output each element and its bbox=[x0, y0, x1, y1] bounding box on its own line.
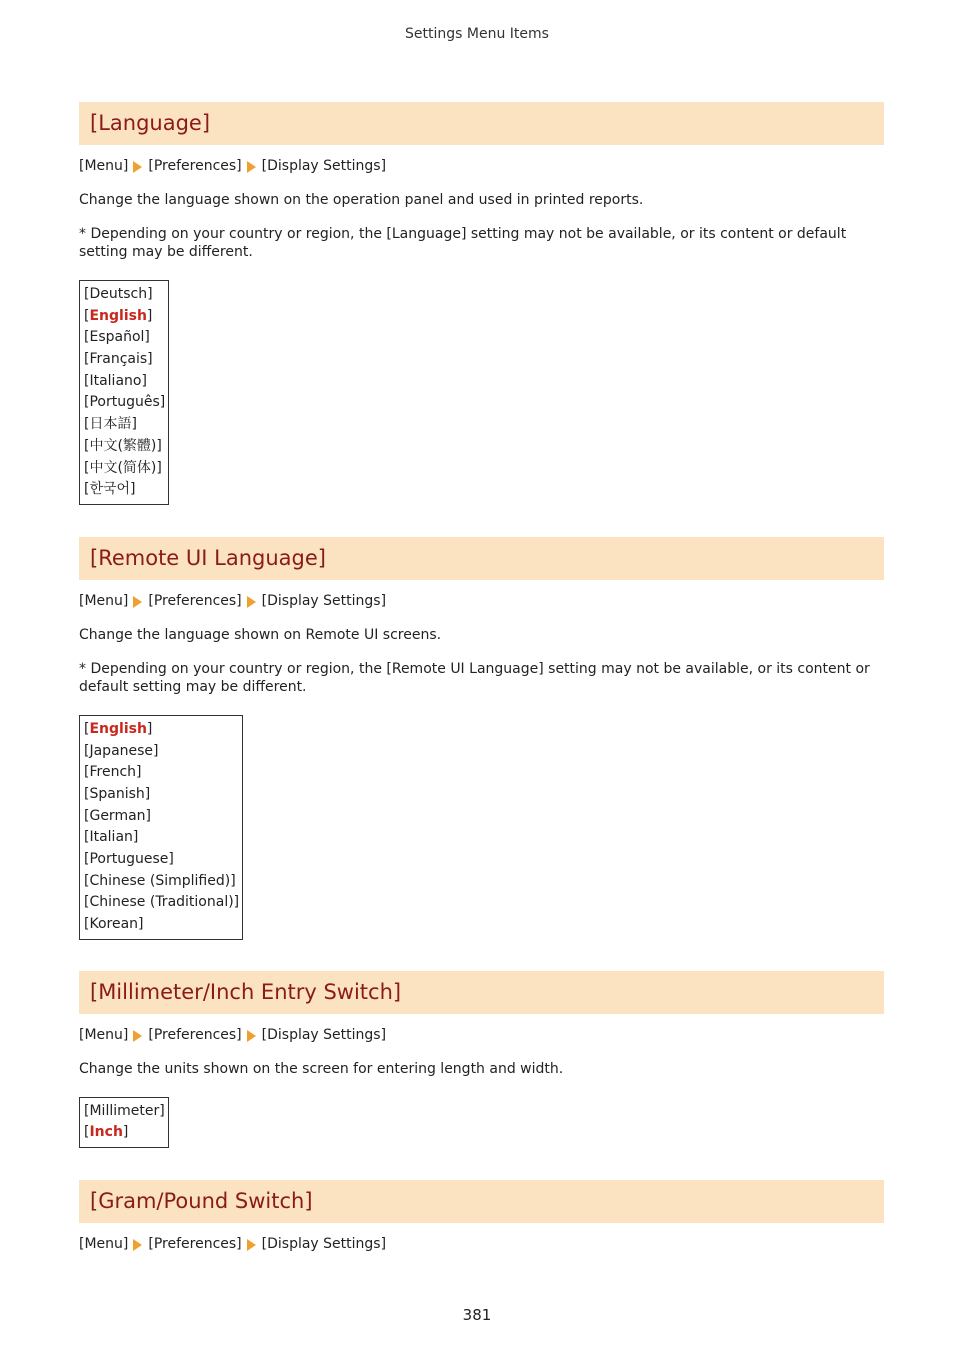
section-remote-ui-language bbox=[79, 537, 884, 940]
option-item: [German] bbox=[84, 807, 151, 824]
section-title: [Millimeter/Inch Entry Switch] bbox=[79, 971, 884, 1014]
breadcrumb-arrow-icon bbox=[133, 161, 142, 173]
breadcrumb-preferences: [Preferences] bbox=[148, 592, 242, 609]
breadcrumb-preferences: [Preferences] bbox=[148, 1026, 242, 1043]
default-value: Inch bbox=[89, 1124, 123, 1141]
section-language bbox=[79, 102, 884, 505]
option-item: [Chinese (Traditional)] bbox=[84, 894, 240, 911]
breadcrumb-arrow-icon bbox=[133, 1030, 142, 1042]
option-item: [Japanese] bbox=[84, 742, 159, 759]
section-note: * Depending on your country or region, the [Remote UI Language] setting may not be available, or its content or default setting may be different. bbox=[79, 660, 870, 695]
section-title: [Gram/Pound Switch] bbox=[79, 1180, 884, 1223]
breadcrumb-arrow-icon bbox=[133, 596, 142, 608]
breadcrumb-arrow-icon bbox=[247, 596, 256, 608]
option-item: [中文(简体)] bbox=[84, 459, 162, 476]
breadcrumb-menu: [Menu] bbox=[79, 592, 129, 609]
breadcrumb-display-settings: [Display Settings] bbox=[261, 1236, 387, 1253]
option-item: [Korean] bbox=[84, 916, 144, 933]
option-item: [Spanish] bbox=[84, 785, 151, 802]
option-item-default: [Inch] bbox=[84, 1124, 129, 1141]
breadcrumb bbox=[79, 1234, 884, 1254]
breadcrumb-display-settings: [Display Settings] bbox=[261, 158, 387, 174]
breadcrumb-menu: [Menu] bbox=[79, 1236, 129, 1253]
option-item: [Português] bbox=[84, 394, 166, 411]
option-item: [中文(繁體)] bbox=[84, 437, 162, 454]
section-description: Change the units shown on the screen for entering length and width. bbox=[79, 1060, 564, 1077]
running-header: Settings Menu Items bbox=[405, 26, 549, 42]
breadcrumb-arrow-icon bbox=[247, 1239, 256, 1251]
breadcrumb bbox=[79, 156, 884, 176]
section-title: [Remote UI Language] bbox=[79, 537, 884, 580]
section-description: Change the language shown on the operation panel and used in printed reports. bbox=[79, 192, 644, 208]
section-gram-pound-switch bbox=[79, 1180, 884, 1254]
options-list bbox=[79, 1097, 169, 1148]
breadcrumb-display-settings: [Display Settings] bbox=[261, 1026, 387, 1043]
option-item: [Deutsch] bbox=[84, 286, 153, 302]
breadcrumb-arrow-icon bbox=[133, 1239, 142, 1251]
option-item: [French] bbox=[84, 764, 142, 781]
option-item: [Français] bbox=[84, 351, 153, 368]
page-content bbox=[79, 102, 884, 1254]
default-value: English bbox=[89, 307, 147, 324]
option-item: [한국어] bbox=[84, 481, 136, 498]
breadcrumb-arrow-icon bbox=[247, 161, 256, 173]
breadcrumb bbox=[79, 1025, 884, 1045]
option-item: [Millimeter] bbox=[84, 1102, 165, 1119]
option-item-default: [English] bbox=[84, 720, 153, 737]
options-list bbox=[79, 715, 243, 940]
options-list bbox=[79, 280, 169, 505]
option-item: [Portuguese] bbox=[84, 851, 174, 867]
option-item-default: [English] bbox=[84, 307, 153, 324]
section-millimeter-inch-switch bbox=[79, 971, 884, 1148]
breadcrumb-preferences: [Preferences] bbox=[148, 1236, 242, 1253]
option-item: [日本語] bbox=[84, 416, 137, 433]
default-value: English bbox=[89, 720, 147, 737]
breadcrumb-arrow-icon bbox=[247, 1030, 256, 1042]
page-number: 381 bbox=[462, 1306, 492, 1324]
option-item: [Español] bbox=[84, 329, 150, 346]
option-item: [Chinese (Simplified)] bbox=[84, 872, 236, 889]
section-note: * Depending on your country or region, the [Language] setting may not be available, or its content or default setting may be different. bbox=[79, 226, 847, 260]
breadcrumb-menu: [Menu] bbox=[79, 1026, 129, 1043]
breadcrumb-display-settings: [Display Settings] bbox=[261, 592, 387, 609]
breadcrumb bbox=[79, 591, 884, 611]
section-title: [Language] bbox=[79, 102, 884, 145]
option-item: [Italian] bbox=[84, 829, 139, 846]
section-description: Change the language shown on Remote UI screens. bbox=[79, 626, 442, 643]
breadcrumb-preferences: [Preferences] bbox=[148, 158, 242, 174]
breadcrumb-menu: [Menu] bbox=[79, 158, 129, 174]
option-item: [Italiano] bbox=[84, 372, 147, 389]
